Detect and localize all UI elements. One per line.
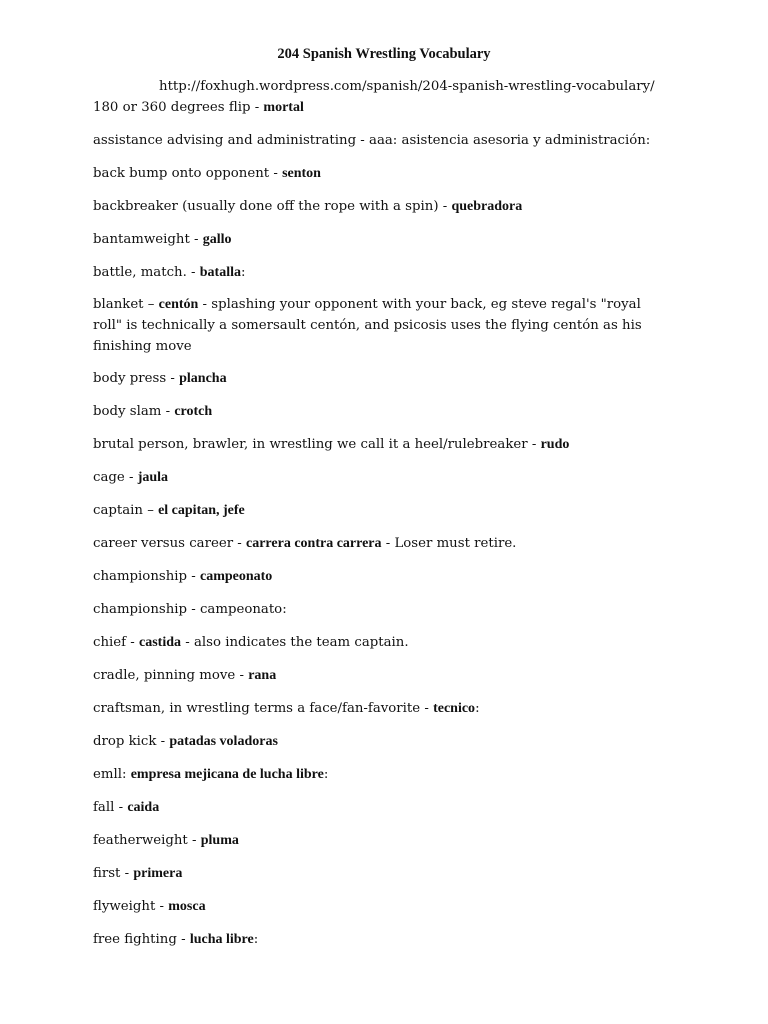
vocab-entry: first - primera bbox=[93, 866, 183, 881]
vocab-entry: craftsman, in wrestling terms a face/fan-favorite - tecnico: bbox=[93, 701, 480, 716]
vocab-entry: chief - castida - also indicates the team captain. bbox=[93, 635, 409, 650]
vocab-entry: assistance advising and administrating - aaa: asistencia asesoria y administración: bbox=[93, 133, 651, 148]
vocab-entry: body slam - crotch bbox=[93, 404, 213, 419]
vocab-entry: back bump onto opponent - senton bbox=[93, 166, 321, 181]
vocab-entry: battle, match. - batalla: bbox=[93, 265, 246, 280]
vocab-entry: cradle, pinning move - rana bbox=[93, 668, 277, 683]
vocab-entry: free fighting - lucha libre: bbox=[93, 932, 259, 947]
vocab-entry: body press - plancha bbox=[93, 371, 227, 386]
vocab-entry: blanket – centón - splashing your opponent with your back, eg steve regal's "royal roll" is technically a somersault centón, and psicosis uses the flying centón as his finishing move bbox=[93, 297, 642, 354]
vocab-entry: fall - caida bbox=[93, 800, 160, 815]
vocabulary-list bbox=[93, 98, 693, 949]
vocab-entry: championship - campeonato bbox=[93, 569, 273, 584]
vocab-entry: bantamweight - gallo bbox=[93, 232, 232, 247]
source-url: http://foxhugh.wordpress.com/spanish/204-spanish-wrestling-vocabulary/ bbox=[159, 79, 655, 94]
vocab-entry: emll: empresa mejicana de lucha libre: bbox=[93, 767, 329, 782]
vocab-entry: drop kick - patadas voladoras bbox=[93, 734, 278, 749]
document-title: 204 Spanish Wrestling Vocabulary bbox=[277, 46, 491, 62]
vocab-entry: career versus career - carrera contra carrera - Loser must retire. bbox=[93, 536, 517, 551]
vocab-entry: featherweight - pluma bbox=[93, 833, 239, 848]
vocab-entry: brutal person, brawler, in wrestling we call it a heel/rulebreaker - rudo bbox=[93, 437, 570, 452]
vocab-entry: cage - jaula bbox=[93, 470, 169, 485]
vocab-entry: backbreaker (usually done off the rope with a spin) - quebradora bbox=[93, 199, 523, 214]
vocab-entry: 180 or 360 degrees flip - mortal bbox=[93, 100, 304, 115]
vocab-entry: flyweight - mosca bbox=[93, 899, 206, 914]
vocab-entry: captain – el capitan, jefe bbox=[93, 503, 245, 518]
vocab-entry: championship - campeonato: bbox=[93, 602, 287, 617]
